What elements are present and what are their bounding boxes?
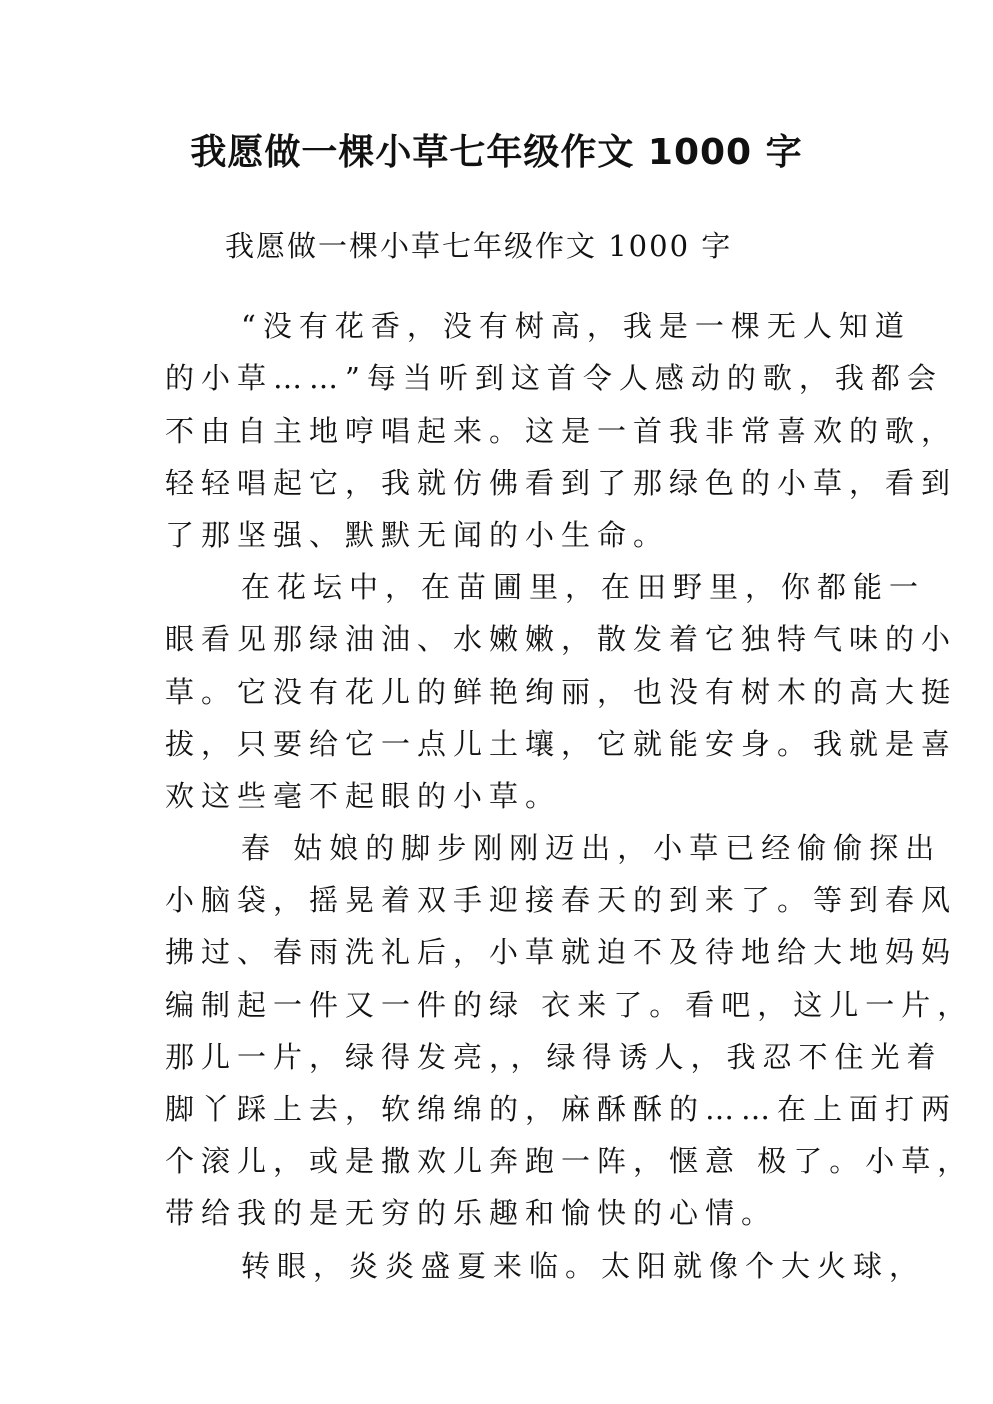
document-title: 我愿做一棵小草七年级作文 1000 字 (190, 132, 803, 173)
paragraph (165, 561, 958, 822)
paragraph (165, 1240, 926, 1292)
text-line: 眼看见那绿油油、水嫩嫩，散发着它独特气味的小 (165, 622, 958, 657)
text-line: 那儿一片，绿得发亮，，绿得诱人，我忍不住光着 (165, 1039, 943, 1074)
text-line: “没有花香，没有树高，我是一棵无人知道 (241, 309, 911, 344)
text-line: 不由自主地哼唱起来。这是一首我非常喜欢的歌， (165, 413, 958, 448)
text-line: 编制起一件又一件的绿 衣来了。看吧，这儿一片， (165, 987, 974, 1022)
text-line: 春 姑娘的脚步刚刚迈出，小草已经偷偷探出 (241, 831, 942, 866)
document-body (165, 220, 974, 1292)
text-line: 欢这些毫不起眼的小草。 (165, 778, 562, 813)
text-line: 个滚儿，或是撒欢儿奔跑一阵，惬意 极了。小草， (165, 1144, 974, 1179)
text-line: 拂过、春雨洗礼后，小草就迫不及待地给大地妈妈 (165, 935, 958, 970)
paragraph (165, 822, 974, 1240)
text-line: 在花坛中，在苗圃里，在田野里，你都能一 (241, 570, 926, 605)
paragraph (165, 300, 958, 561)
document-subtitle: 我愿做一棵小草七年级作文 1000 字 (225, 229, 733, 263)
text-line: 的小草……”每当听到这首令人感动的歌，我都会 (165, 361, 943, 396)
text-line: 拔，只要给它一点儿土壤，它就能安身。我就是喜 (165, 726, 958, 761)
text-line: 带给我的是无穷的乐趣和愉快的心情。 (165, 1196, 778, 1231)
text-line: 转眼，炎炎盛夏来临。太阳就像个大火球， (241, 1248, 926, 1283)
text-line: 脚丫踩上去，软绵绵的，麻酥酥的……在上面打两 (165, 1092, 958, 1126)
text-line: 草。它没有花儿的鲜艳绚丽，也没有树木的高大挺 (165, 674, 958, 709)
text-line: 了那坚强、默默无闻的小生命。 (165, 517, 670, 552)
paragraphs (165, 300, 974, 1292)
text-line: 小脑袋，摇晃着双手迎接春天的到来了。等到春风 (165, 883, 958, 918)
text-line: 轻轻唱起它，我就仿佛看到了那绿色的小草，看到 (165, 465, 958, 500)
